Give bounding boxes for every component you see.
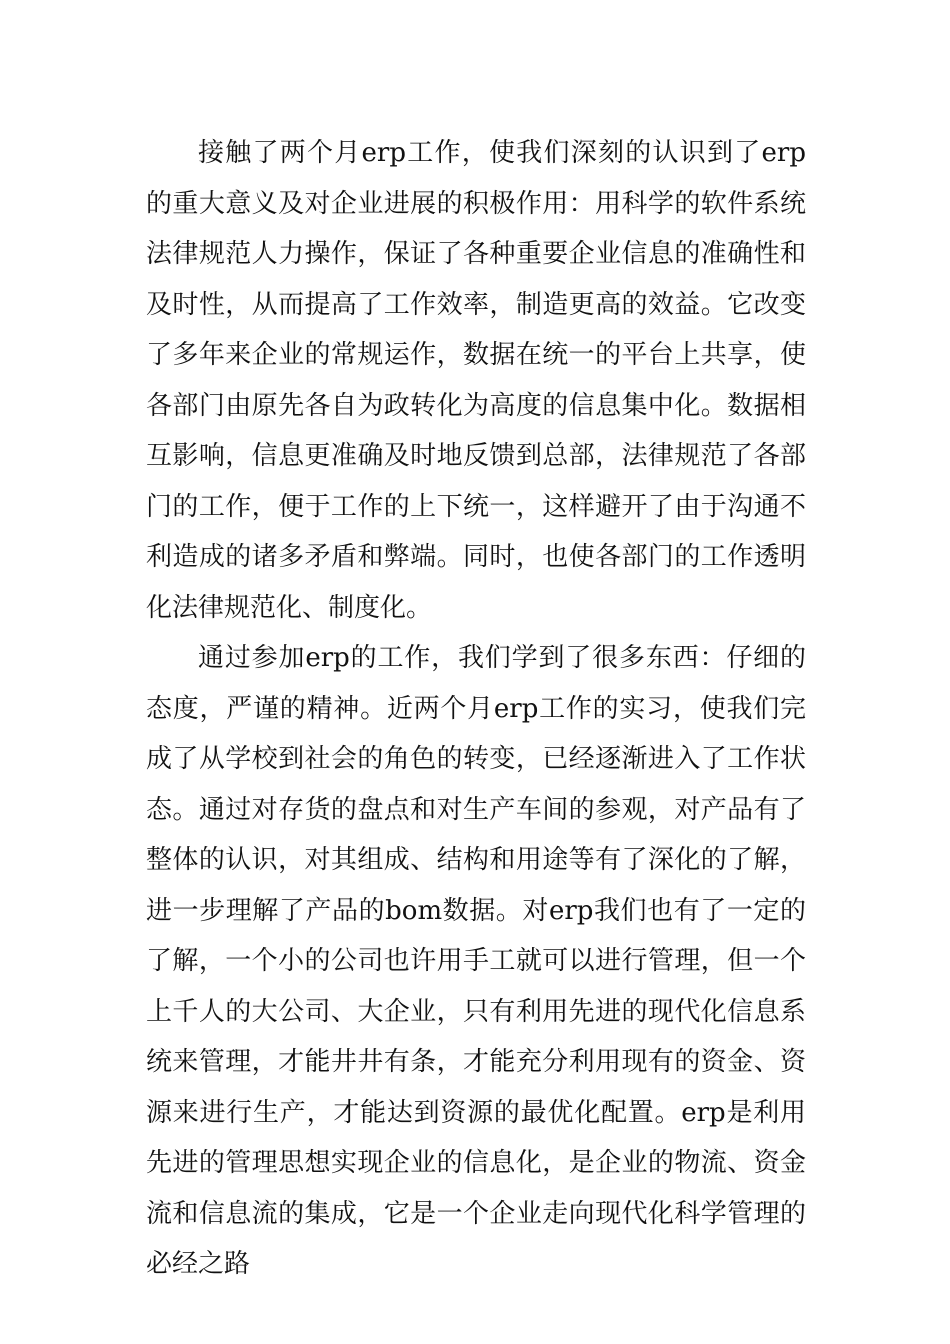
- paragraph-1: 接触了两个月erp工作，使我们深刻的认识到了erp的重大意义及对企业进展的积极作用：用科学的软件系统法律规范人力操作，保证了各种重要企业信息的准确性和及时性，从而提高了工作效率，制造更高的效益。它改变了多年来企业的常规运作，数据在统一的平台上共享，使各部门由原先各自为政转化为高度的信息集中化。数据相互影响，信息更准确及时地反馈到总部，法律规范了各部门的工作，便于工作的上下统一，这样避开了由于沟通不利造成的诸多矛盾和弊端。同时，也使各部门的工作透明化法律规范化、制度化。: [146, 138, 806, 623]
- paragraph-2: 通过参加erp的工作，我们学到了很多东西：仔细的态度，严谨的精神。近两个月erp工作的实习，使我们完成了从学校到社会的角色的转变，已经逐渐进入了工作状态。通过对存货的盘点和对生产车间的参观，对产品有了整体的认识，对其组成、结构和用途等有了深化的了解，进一步理解了产品的bom数据。对erp我们也有了一定的了解，一个小的公司也许用手工就可以进行管理，但一个上千人的大公司、大企业，只有利用先进的现代化信息系统来管理，才能井井有条，才能充分利用现有的资金、资源来进行生产，才能达到资源的最优化配置。erp是利用先进的管理思想实现企业的信息化，是企业的物流、资金流和信息流的集成，它是一个企业走向现代化科学管理的必经之路: [146, 643, 806, 1279]
- body-text: [146, 128, 806, 1290]
